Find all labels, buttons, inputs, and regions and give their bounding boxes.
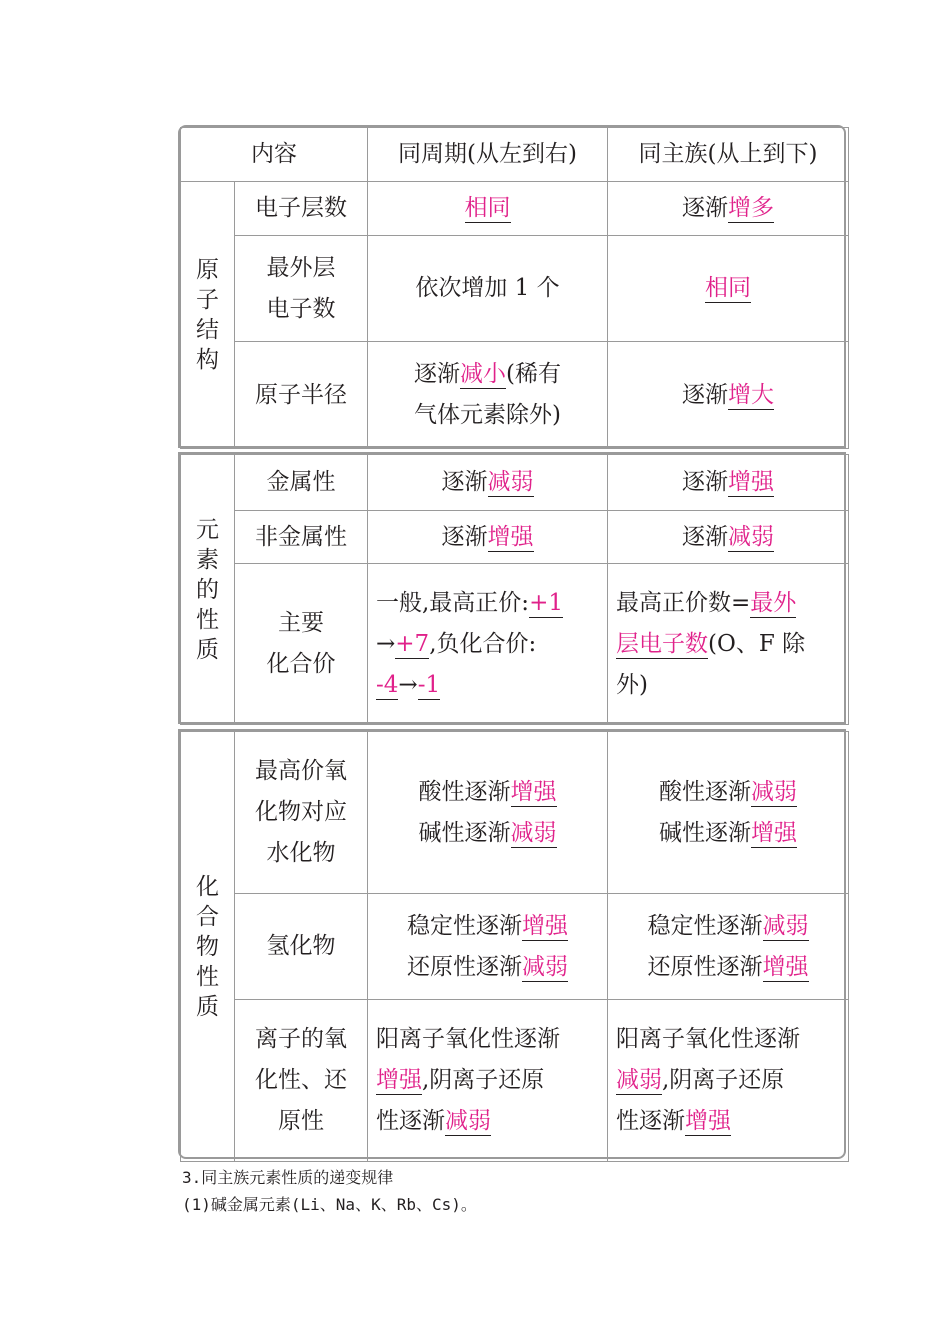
header-row: [181, 128, 849, 182]
table-row: [181, 182, 849, 236]
header-group: 同主族(从上到下): [608, 128, 849, 182]
row-label: 最外层 电子数: [235, 236, 368, 342]
period-cell: 一般,最高正价:+1 →+7,负化合价: -4→-1: [368, 564, 608, 725]
row-label: 电子层数: [235, 182, 368, 236]
group-cell: 逐渐增大: [608, 342, 849, 449]
table-row: [181, 342, 849, 449]
group-cell: 逐渐增强: [608, 455, 849, 511]
group-cell: 相同: [608, 236, 849, 342]
row-label: 金属性: [235, 455, 368, 511]
group-cell: 阳离子氧化性逐渐 减弱,阴离子还原 性逐渐增强: [608, 1000, 849, 1162]
row-label: 最高价氧 化物对应 水化物: [235, 732, 368, 894]
row-label: 非金属性: [235, 511, 368, 564]
table-row: [181, 1000, 849, 1162]
category-element-properties: 元素的性质: [181, 455, 235, 725]
period-cell: 阳离子氧化性逐渐 增强,阴离子还原 性逐渐减弱: [368, 1000, 608, 1162]
category-atomic-structure: 原子结构: [181, 182, 235, 449]
table-row: [181, 236, 849, 342]
period-cell: 酸性逐渐增强 碱性逐渐减弱: [368, 732, 608, 894]
section-heading: 3.同主族元素性质的递变规律: [182, 1168, 394, 1187]
category-compound-properties: 化合物性质: [181, 732, 235, 1162]
compound-properties-table: [178, 729, 846, 1159]
table-row: [181, 455, 849, 511]
period-cell: 相同: [368, 182, 608, 236]
row-label: 离子的氧 化性、还 原性: [235, 1000, 368, 1162]
period-cell: 逐渐减小(稀有 气体元素除外): [368, 342, 608, 449]
subsection-heading: (1)碱金属元素(Li、Na、K、Rb、Cs)。: [182, 1195, 477, 1214]
group-cell: 稳定性逐渐减弱 还原性逐渐增强: [608, 894, 849, 1000]
row-label: 氢化物: [235, 894, 368, 1000]
header-content: 内容: [181, 128, 368, 182]
group-cell: 逐渐增多: [608, 182, 849, 236]
period-cell: 依次增加 1 个: [368, 236, 608, 342]
period-cell: 稳定性逐渐增强 还原性逐渐减弱: [368, 894, 608, 1000]
atomic-structure-table: [178, 125, 846, 448]
table-row: [181, 894, 849, 1000]
group-cell: 最高正价数=最外 层电子数(O、F 除 外): [608, 564, 849, 725]
group-cell: 逐渐减弱: [608, 511, 849, 564]
row-label: 原子半径: [235, 342, 368, 449]
period-cell: 逐渐减弱: [368, 455, 608, 511]
table-row: [181, 564, 849, 725]
row-label: 主要 化合价: [235, 564, 368, 725]
element-properties-table: [178, 452, 846, 724]
header-period: 同周期(从左到右): [368, 128, 608, 182]
group-cell: 酸性逐渐减弱 碱性逐渐增强: [608, 732, 849, 894]
period-cell: 逐渐增强: [368, 511, 608, 564]
table-row: [181, 511, 849, 564]
table-row: [181, 732, 849, 894]
